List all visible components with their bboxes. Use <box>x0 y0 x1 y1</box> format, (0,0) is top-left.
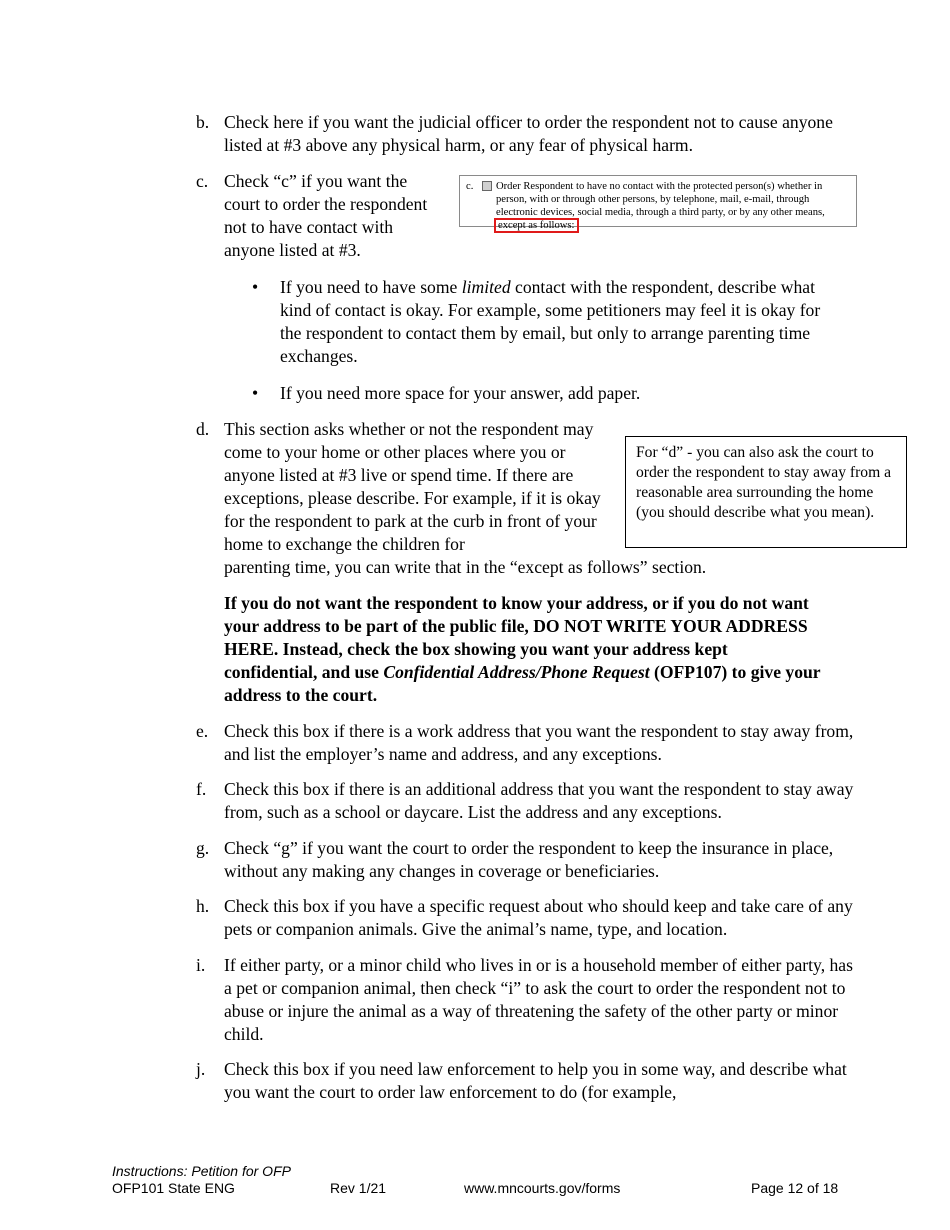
item-j <box>196 1058 856 1104</box>
bullet-text: If you need more space for your answer, add paper. <box>280 383 641 403</box>
item-label: f. <box>196 779 207 799</box>
bullet-limited-contact <box>252 276 842 368</box>
checkbox-icon <box>482 181 492 191</box>
item-text: Check this box if there is a work address that you want the respondent to stay away from, and list the employer’s name and address, and any exceptions. <box>224 721 854 764</box>
item-e <box>196 720 856 766</box>
footer-title: Instructions: Petition for OFP <box>112 1163 291 1179</box>
item-label: d. <box>196 419 210 439</box>
footer-url: www.mncourts.gov/forms <box>464 1180 621 1196</box>
snippet-text: Order Respondent to have no contact with the protected person(s) whether in person, with or through other persons, by telephone, mail, e-mail, through electronic devices, social media, through a third party, or by any other means, except as follows: <box>496 181 825 231</box>
item-label: e. <box>196 721 209 741</box>
item-text: Check this box if you have a specific request about who should keep and take care of any pets or companion animals. Give the animal’s name, type, and location. <box>224 896 853 939</box>
item-label: c. <box>196 171 209 191</box>
footer-page-number: Page 12 of 18 <box>751 1180 839 1196</box>
item-text: Check “c” if you want the court to order the respondent not to have contact with anyone listed at #3. <box>224 171 428 260</box>
sidebar-note-box <box>625 436 907 548</box>
item-text-continued: parenting time, you can write that in the “except as follows” section. <box>224 557 707 577</box>
sidebar-note-text: For “d” - you can also ask the court to order the respondent to stay away from a reasonable area surrounding the home (you should describe what you mean). <box>636 444 892 521</box>
item-label: h. <box>196 896 210 916</box>
item-label: i. <box>196 955 206 975</box>
item-i <box>196 954 856 1046</box>
bullet-text: If you need to have some limited contact with the respondent, describe what kind of contact is okay. For example, some petitioners may feel it is okay for the respondent to contact them by email, but only to arrange parenting time exchanges. <box>280 277 821 366</box>
bullet-icon: • <box>252 383 259 403</box>
bullet-icon: • <box>252 277 259 297</box>
item-label: b. <box>196 112 210 132</box>
item-b <box>196 111 856 157</box>
confidential-address-notice: If you do not want the respondent to know your address, or if you do not want your address to be part of the public file, DO NOT WRITE YOUR ADDRESS HERE. Instead, check the box showing you want your address kept confidential, and use Confidential Address/Phone Request (OFP107) to give your address to the court. <box>224 593 821 705</box>
bullet-more-space <box>252 382 842 405</box>
item-label: j. <box>196 1059 206 1079</box>
item-h <box>196 895 856 941</box>
item-text: Check “g” if you want the court to order the respondent to keep the insurance in place, without any making any changes in coverage or beneficiaries. <box>224 838 834 881</box>
footer-revision: Rev 1/21 <box>330 1180 387 1196</box>
form-snippet <box>459 175 857 231</box>
item-text: Check here if you want the judicial officer to order the respondent not to cause anyone listed at #3 above any physical harm, or any fear of physical harm. <box>224 112 833 155</box>
form-name: Confidential Address/Phone Request <box>383 662 650 682</box>
item-label: g. <box>196 838 210 858</box>
item-g <box>196 837 856 883</box>
item-text: If either party, or a minor child who lives in or is a household member of either party, has a pet or companion animal, then check “i” to ask the court to order the respondent not to abuse or injure the animal as a way of threatening the safety of the other party or minor child. <box>224 955 853 1044</box>
item-text: Check this box if you need law enforcement to help you in some way, and describe what you want the court to order law enforcement to do (for example, <box>224 1059 847 1102</box>
item-c <box>196 170 446 262</box>
footer-form-id: OFP101 State ENG <box>112 1180 235 1196</box>
item-text: This section asks whether or not the respondent may come to your home or other places where you or anyone listed at #3 live or spend time. If there are exceptions, please describe. For example, if it is okay for the respondent to park at the curb in front of your home to exchange the children for <box>224 419 601 554</box>
item-f <box>196 778 856 824</box>
snippet-label: c. <box>466 181 474 192</box>
highlight-except-as-follows: except as follows: <box>498 220 575 231</box>
item-text: Check this box if there is an additional address that you want the respondent to stay away from, such as a school or daycare. List the address and any exceptions. <box>224 779 854 822</box>
